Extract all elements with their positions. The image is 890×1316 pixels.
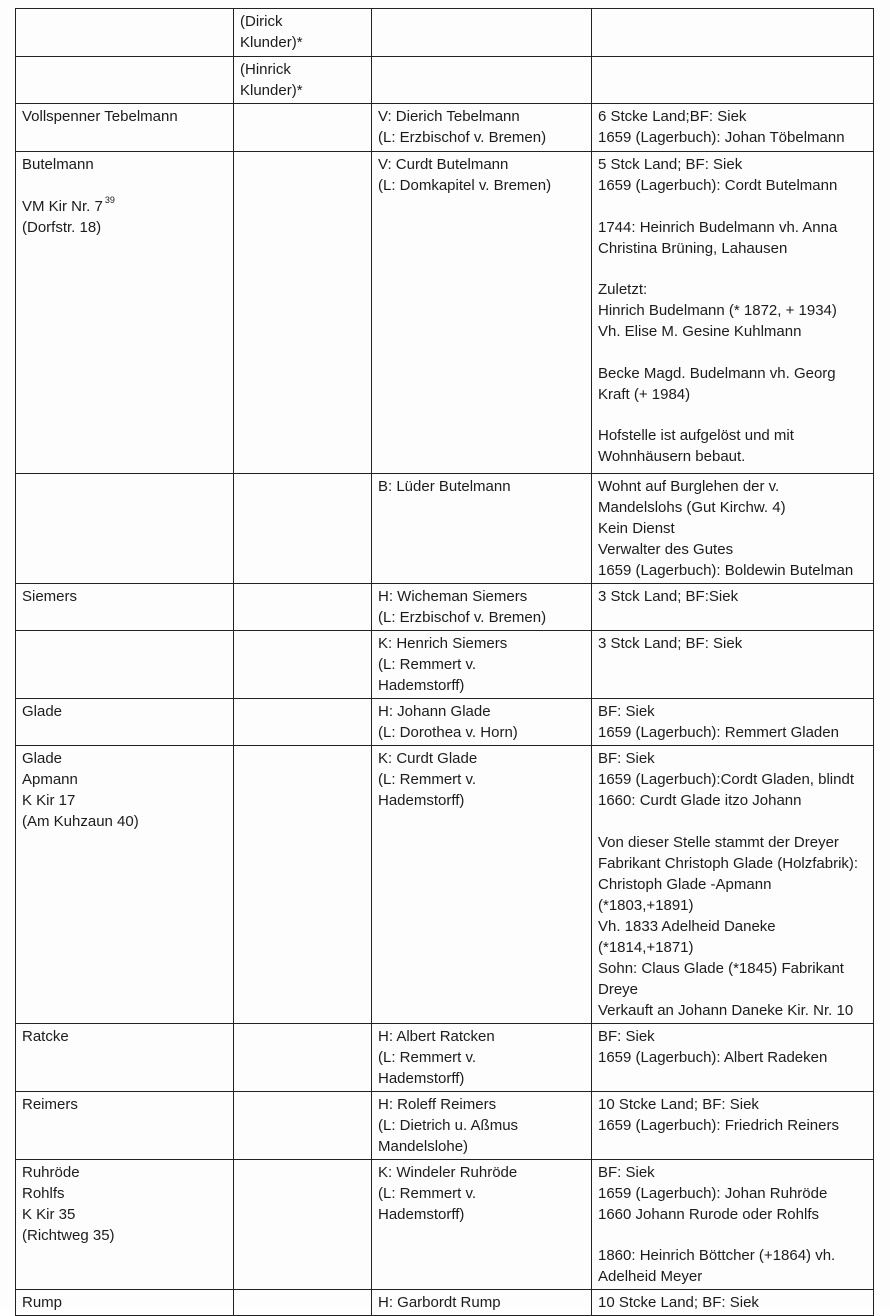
table-row: [16, 631, 874, 699]
row-note-cell: [234, 9, 372, 57]
row-name-cell: [16, 1290, 234, 1316]
cell-line: Sohn: Claus Glade (*1845) Fabrikant: [598, 959, 844, 977]
cell-line: VM Kir Nr. 7: [22, 198, 103, 215]
cell-line: Hademstorff): [378, 677, 465, 694]
table-row: [16, 1023, 874, 1091]
cell-line: Klunder)*: [240, 34, 303, 51]
row-name-cell: [16, 584, 234, 631]
row-note-cell: [234, 746, 372, 1024]
row-name-cell: [16, 57, 234, 104]
cell-line: Zuletzt:: [598, 281, 648, 298]
row-owner-cell: [372, 584, 592, 631]
row-owner-cell: [372, 474, 592, 584]
cell-line: [598, 811, 869, 832]
cell-line: 1659 (Lagerbuch): Remmert Gladen: [598, 724, 839, 741]
cell-line: Mandelslohs (Gut Kirchw. 4): [598, 499, 786, 516]
cell-line: H: Johann Glade: [378, 703, 491, 720]
row-owner-cell: [372, 152, 592, 474]
cell-line: Hademstorff): [378, 1069, 465, 1087]
row-owner-cell: [372, 1091, 592, 1159]
cell-line: K: Henrich Siemers: [378, 635, 508, 652]
cell-line: (L: Remmert v.: [378, 1048, 477, 1066]
row-name-cell: [16, 1159, 234, 1290]
cell-line: Wohnt auf Burglehen der v.: [598, 478, 780, 495]
row-owner-cell: [372, 699, 592, 746]
cell-line-wrapper: [22, 196, 229, 217]
row-note-cell: [234, 1159, 372, 1290]
cell-line: 1744: Heinrich Budelmann vh. Anna: [598, 218, 838, 236]
cell-line: BF: Siek: [598, 1163, 655, 1181]
row-note-cell: [234, 474, 372, 584]
table-row: [16, 1290, 874, 1316]
cell-line: (Dirick: [240, 13, 283, 30]
cell-line: H: Garbordt Rump: [378, 1294, 501, 1311]
cell-line: [598, 405, 869, 426]
cell-line: Klunder)*: [240, 82, 303, 99]
row-owner-cell: [372, 1159, 592, 1290]
cell-line: 1660: Curdt Glade itzo Johann: [598, 792, 802, 809]
cell-line: (L: Domkapitel v. Bremen): [378, 177, 552, 194]
cell-line: 1659 (Lagerbuch): Cordt Butelmann: [598, 177, 838, 194]
cell-line: 6 Stcke Land;BF: Siek: [598, 108, 747, 125]
cell-line: Kein Dienst: [598, 520, 675, 537]
cell-line: Rump: [22, 1294, 63, 1311]
cell-line: Kraft (+ 1984): [598, 385, 691, 403]
cell-line: [598, 196, 869, 217]
cell-line: BF: Siek: [598, 703, 655, 720]
cell-line: 1659 (Lagerbuch):Cordt Gladen, blindt: [598, 771, 854, 788]
cell-line: Dreye: [598, 980, 639, 998]
cell-line: (*1814,+1871): [598, 938, 694, 956]
cell-line: 3 Stck Land; BF:Siek: [598, 588, 739, 605]
cell-line: (Dorfstr. 18): [22, 219, 102, 236]
cell-line: Wohnhäusern bebaut.: [598, 448, 746, 465]
table-row: [16, 104, 874, 152]
row-owner-cell: [372, 57, 592, 104]
cell-line: H: Albert Ratcken: [378, 1027, 495, 1045]
cell-line: (L: Dorothea v. Horn): [378, 724, 518, 741]
row-details-cell: [592, 152, 874, 474]
row-name-cell: [16, 104, 234, 152]
cell-line: Reimers: [22, 1095, 78, 1113]
row-owner-cell: [372, 9, 592, 57]
row-details-cell: [592, 746, 874, 1024]
row-details-cell: [592, 9, 874, 57]
cell-line: 1659 (Lagerbuch): Johan Töbelmann: [598, 129, 845, 146]
cell-line: Hademstorff): [378, 1205, 465, 1223]
row-note-cell: [234, 699, 372, 746]
row-note-cell: [234, 1023, 372, 1091]
cell-line: (Am Kuhzaun 40): [22, 813, 139, 830]
table-row: [16, 57, 874, 104]
cell-line: (L: Remmert v.: [378, 1184, 477, 1202]
cell-line: Rohlfs: [22, 1184, 65, 1202]
cell-line: (L: Remmert v.: [378, 771, 477, 788]
row-details-cell: [592, 1023, 874, 1091]
row-note-cell: [234, 57, 372, 104]
row-details-cell: [592, 1290, 874, 1316]
cell-line: Mandelslohe): [378, 1137, 469, 1155]
row-name-cell: [16, 1023, 234, 1091]
cell-line: Hofstelle ist aufgelöst und mit: [598, 427, 794, 444]
cell-line: Christina Brüning, Lahausen: [598, 239, 788, 257]
table-row: [16, 152, 874, 474]
row-note-cell: [234, 152, 372, 474]
row-details-cell: [592, 57, 874, 104]
cell-line: Von dieser Stelle stammt der Dreyer: [598, 833, 839, 851]
cell-line: Verwalter des Gutes: [598, 541, 734, 558]
row-note-cell: [234, 104, 372, 152]
table-row: [16, 1091, 874, 1159]
cell-line: Verkauft an Johann Daneke Kir. Nr. 10: [598, 1001, 854, 1019]
cell-line: [598, 259, 869, 280]
cell-line: Hademstorff): [378, 792, 465, 809]
cell-line: (*1803,+1891): [598, 896, 694, 914]
cell-line: K Kir 17: [22, 792, 76, 809]
row-note-cell: [234, 1091, 372, 1159]
cell-line: (Hinrick: [240, 61, 291, 78]
row-name-cell: [16, 474, 234, 584]
row-name-cell: [16, 9, 234, 57]
row-owner-cell: [372, 746, 592, 1024]
cell-line: Ruhröde: [22, 1163, 80, 1181]
register-table: [15, 8, 874, 1316]
row-details-cell: [592, 104, 874, 152]
cell-line: (L: Dietrich u. Aßmus: [378, 1116, 519, 1134]
cell-line: [598, 1225, 869, 1246]
cell-line: Fabrikant Christoph Glade (Holzfabrik):: [598, 854, 859, 872]
cell-line: K: Windeler Ruhröde: [378, 1163, 518, 1181]
cell-line: BF: Siek: [598, 1027, 655, 1045]
cell-line: 1659 (Lagerbuch): Johan Ruhröde: [598, 1184, 828, 1202]
row-owner-cell: [372, 104, 592, 152]
cell-line: Vh. Elise M. Gesine Kuhlmann: [598, 323, 802, 340]
row-name-cell: [16, 746, 234, 1024]
cell-line: Glade: [22, 703, 63, 720]
row-details-cell: [592, 474, 874, 584]
table-row: [16, 1159, 874, 1290]
row-name-cell: [16, 631, 234, 699]
row-name-cell: [16, 1091, 234, 1159]
cell-line: 3 Stck Land; BF: Siek: [598, 635, 743, 652]
cell-line: BF: Siek: [598, 750, 655, 767]
row-owner-cell: [372, 1023, 592, 1091]
cell-line: (L: Erzbischof v. Bremen): [378, 129, 547, 146]
cell-line: V: Dierich Tebelmann: [378, 108, 520, 125]
cell-line: 10 Stcke Land; BF: Siek: [598, 1095, 759, 1113]
row-details-cell: [592, 584, 874, 631]
row-owner-cell: [372, 1290, 592, 1316]
row-name-cell: [16, 152, 234, 474]
cell-line: (Richtweg 35): [22, 1226, 115, 1244]
cell-line: H: Roleff Reimers: [378, 1095, 497, 1113]
row-details-cell: [592, 631, 874, 699]
row-note-cell: [234, 584, 372, 631]
cell-line: 5 Stck Land; BF: Siek: [598, 156, 743, 173]
cell-line: Hinrich Budelmann (* 1872, + 1934): [598, 302, 837, 319]
cell-line: Vollspenner Tebelmann: [22, 108, 178, 125]
table-row: [16, 9, 874, 57]
row-owner-cell: [372, 631, 592, 699]
cell-line: K Kir 35: [22, 1205, 76, 1223]
cell-line: Becke Magd. Budelmann vh. Georg: [598, 364, 836, 382]
table-row: [16, 699, 874, 746]
row-details-cell: [592, 699, 874, 746]
cell-line: Ratcke: [22, 1027, 69, 1045]
row-note-cell: [234, 631, 372, 699]
table-row: [16, 474, 874, 584]
cell-line: K: Curdt Glade: [378, 750, 478, 767]
cell-line: 10 Stcke Land; BF: Siek: [598, 1294, 759, 1311]
cell-line: 1659 (Lagerbuch): Boldewin Butelman: [598, 562, 854, 579]
cell-line: Vh. 1833 Adelheid Daneke: [598, 917, 776, 935]
cell-line: H: Wicheman Siemers: [378, 588, 528, 605]
row-note-cell: [234, 1290, 372, 1316]
cell-line: 1660 Johann Rurode oder Rohlfs: [598, 1205, 819, 1223]
cell-line: (L: Erzbischof v. Bremen): [378, 609, 547, 626]
cell-line: 1659 (Lagerbuch): Albert Radeken: [598, 1048, 828, 1066]
cell-line: Siemers: [22, 588, 78, 605]
cell-line: [22, 175, 229, 196]
cell-line: Butelmann: [22, 156, 94, 173]
cell-line: Christoph Glade -Apmann: [598, 875, 772, 893]
cell-line: Adelheid Meyer: [598, 1268, 703, 1285]
table-row: [16, 746, 874, 1024]
cell-line: Apmann: [22, 771, 78, 788]
cell-line: [598, 342, 869, 363]
cell-line: B: Lüder Butelmann: [378, 478, 511, 495]
row-details-cell: [592, 1159, 874, 1290]
row-name-cell: [16, 699, 234, 746]
table-row: [16, 584, 874, 631]
cell-line: 1659 (Lagerbuch): Friedrich Reiners: [598, 1116, 839, 1134]
cell-line: Glade: [22, 750, 63, 767]
cell-line: V: Curdt Butelmann: [378, 156, 509, 173]
row-details-cell: [592, 1091, 874, 1159]
cell-line: (L: Remmert v.: [378, 656, 477, 673]
footnote-reference: 39: [104, 195, 115, 205]
cell-line: 1860: Heinrich Böttcher (+1864) vh.: [598, 1247, 836, 1264]
